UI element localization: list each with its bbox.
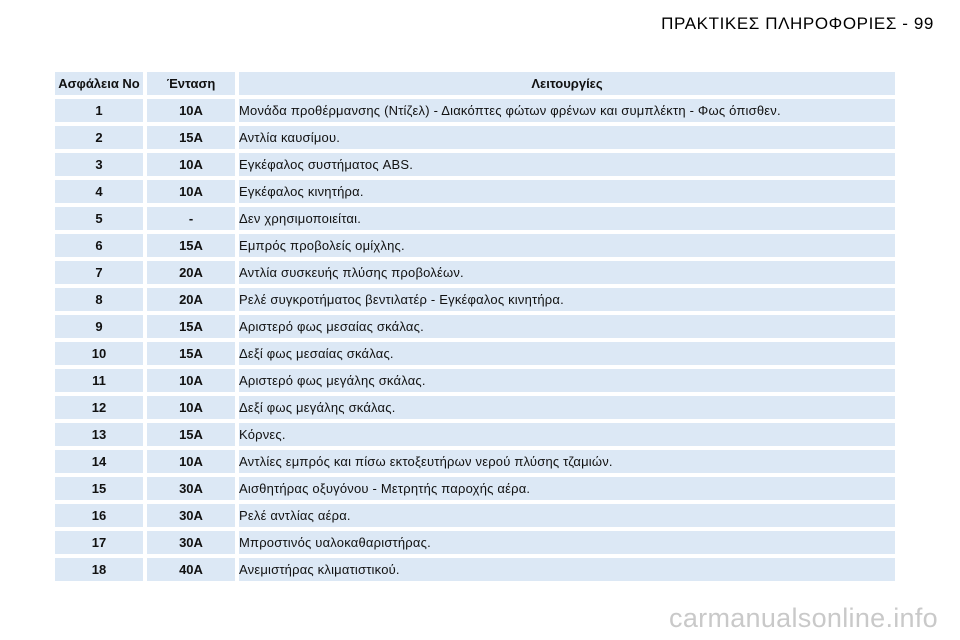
page-title: ΠΡΑΚΤΙΚΕΣ ΠΛΗΡΟΦΟΡΙΕΣ - 99 (661, 14, 934, 33)
fuse-number-cell: 5 (55, 207, 143, 230)
fuse-number-cell: 16 (55, 504, 143, 527)
function-cell: Μονάδα προθέρμανσης (Ντίζελ) - Διακόπτες φώτων φρένων και συμπλέκτη - Φως όπισθεν. (239, 99, 895, 122)
amperage-cell: 15A (147, 234, 235, 257)
function-cell: Αντλία καυσίμου. (239, 126, 895, 149)
function-cell: Αριστερό φως μεγάλης σκάλας. (239, 369, 895, 392)
table-row (55, 153, 895, 176)
function-cell: Κόρνες. (239, 423, 895, 446)
amperage-cell: 20A (147, 261, 235, 284)
table-header-row (55, 72, 895, 95)
function-cell: Εγκέφαλος συστήματος ABS. (239, 153, 895, 176)
table-row (55, 234, 895, 257)
header-functions: Λειτουργίες (239, 72, 895, 95)
amperage-cell: 15A (147, 315, 235, 338)
function-cell: Αριστερό φως μεσαίας σκάλας. (239, 315, 895, 338)
fuse-number-cell: 6 (55, 234, 143, 257)
table-row (55, 477, 895, 500)
table-row (55, 288, 895, 311)
amperage-cell: 10A (147, 369, 235, 392)
table-row (55, 207, 895, 230)
table-row (55, 126, 895, 149)
amperage-cell: 15A (147, 126, 235, 149)
table-row (55, 342, 895, 365)
header-amperage: Ένταση (147, 72, 235, 95)
fuse-number-cell: 15 (55, 477, 143, 500)
function-cell: Ανεμιστήρας κλιματιστικού. (239, 558, 895, 581)
table-row (55, 99, 895, 122)
fuse-number-cell: 13 (55, 423, 143, 446)
amperage-cell: 40A (147, 558, 235, 581)
amperage-cell: 10A (147, 153, 235, 176)
amperage-cell: 10A (147, 180, 235, 203)
header-fuse-number: Ασφάλεια Νο (55, 72, 143, 95)
fuse-number-cell: 7 (55, 261, 143, 284)
table-row (55, 531, 895, 554)
table-row (55, 369, 895, 392)
table-row (55, 450, 895, 473)
fuse-number-cell: 2 (55, 126, 143, 149)
function-cell: Μπροστινός υαλοκαθαριστήρας. (239, 531, 895, 554)
fuse-number-cell: 11 (55, 369, 143, 392)
table-row (55, 423, 895, 446)
function-cell: Ρελέ αντλίας αέρα. (239, 504, 895, 527)
table-row (55, 261, 895, 284)
amperage-cell: 30A (147, 477, 235, 500)
amperage-cell: 15A (147, 342, 235, 365)
fuse-number-cell: 1 (55, 99, 143, 122)
fuse-number-cell: 3 (55, 153, 143, 176)
amperage-cell: - (147, 207, 235, 230)
function-cell: Δεξί φως μεγάλης σκάλας. (239, 396, 895, 419)
fuse-number-cell: 12 (55, 396, 143, 419)
fuse-number-cell: 8 (55, 288, 143, 311)
table-row (55, 504, 895, 527)
fuse-number-cell: 4 (55, 180, 143, 203)
function-cell: Ρελέ συγκροτήματος βεντιλατέρ - Εγκέφαλος κινητήρα. (239, 288, 895, 311)
function-cell: Εγκέφαλος κινητήρα. (239, 180, 895, 203)
fuse-number-cell: 14 (55, 450, 143, 473)
amperage-cell: 30A (147, 504, 235, 527)
watermark: carmanualsonline.info (669, 603, 938, 633)
function-cell: Δεξί φως μεσαίας σκάλας. (239, 342, 895, 365)
function-cell: Δεν χρησιμοποιείται. (239, 207, 895, 230)
function-cell: Αντλίες εμπρός και πίσω εκτοξευτήρων νερού πλύσης τζαμιών. (239, 450, 895, 473)
fuse-number-cell: 9 (55, 315, 143, 338)
function-cell: Αισθητήρας οξυγόνου - Μετρητής παροχής αέρα. (239, 477, 895, 500)
amperage-cell: 10A (147, 396, 235, 419)
table-row (55, 315, 895, 338)
fuse-number-cell: 17 (55, 531, 143, 554)
table-row (55, 180, 895, 203)
table-row (55, 558, 895, 581)
fuse-number-cell: 10 (55, 342, 143, 365)
fuse-number-cell: 18 (55, 558, 143, 581)
function-cell: Εμπρός προβολείς ομίχλης. (239, 234, 895, 257)
amperage-cell: 20A (147, 288, 235, 311)
table-row (55, 396, 895, 419)
function-cell: Αντλία συσκευής πλύσης προβολέων. (239, 261, 895, 284)
amperage-cell: 15A (147, 423, 235, 446)
fuse-table-body (55, 99, 895, 581)
amperage-cell: 30A (147, 531, 235, 554)
fuse-table (51, 68, 899, 585)
amperage-cell: 10A (147, 450, 235, 473)
amperage-cell: 10A (147, 99, 235, 122)
